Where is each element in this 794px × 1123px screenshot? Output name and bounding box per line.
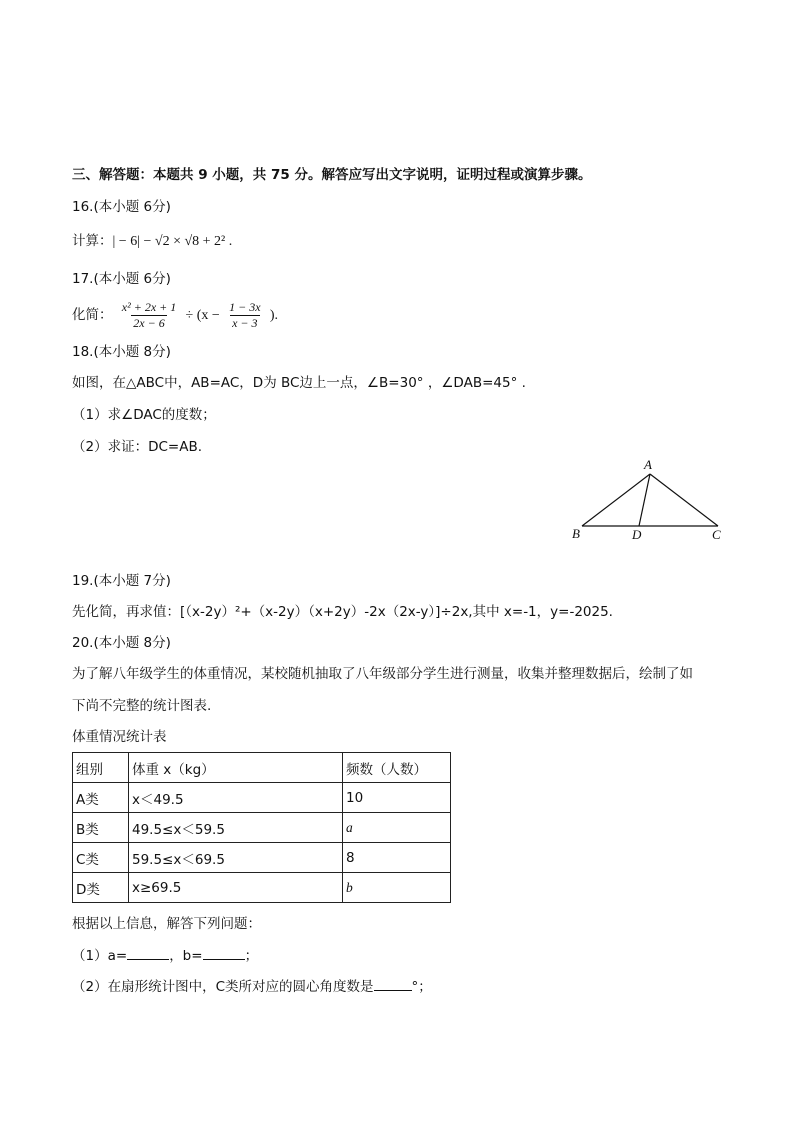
table-row	[73, 873, 451, 903]
point-d-label: D	[632, 527, 642, 542]
point-c-label: C	[712, 527, 721, 542]
question-16-prefix: 计算：	[72, 233, 113, 249]
weight-stats-table	[72, 752, 451, 903]
table-header-cell: 频数（人数）	[343, 753, 451, 783]
question-19-header: 19.(本小题 7分)	[72, 573, 171, 589]
question-20-intro-line-2: 下尚不完整的统计图表.	[72, 698, 212, 714]
question-19-text: 先化简，再求值：[（x-2y）²+（x-2y）（x+2y）-2x（2x-y）]÷2x,其中 x=-1，y=-2025.	[72, 604, 613, 620]
table-cell: A类	[73, 783, 129, 813]
table-cell: 59.5≤x＜69.5	[129, 843, 343, 873]
table-row	[73, 813, 451, 843]
question-17-prefix: 化简：	[72, 307, 113, 323]
table-row	[73, 843, 451, 873]
table-cell: C类	[73, 843, 129, 873]
question-18-part-1: （1）求∠DAC的度数；	[72, 407, 216, 423]
question-17-body	[72, 297, 278, 334]
question-18-header: 18.(本小题 8分)	[72, 344, 171, 360]
question-18-part-2: （2）求证：DC=AB.	[72, 439, 203, 455]
question-20-part-2	[72, 976, 432, 997]
question-17-header: 17.(本小题 6分)	[72, 271, 171, 287]
point-b-label: B	[572, 526, 580, 541]
question-17-fraction-1-denominator: 2x − 6	[133, 315, 165, 330]
question-16-body	[72, 231, 232, 252]
question-20-header: 20.(本小题 8分)	[72, 635, 171, 651]
part-2-end: °；	[411, 979, 432, 995]
answer-blank-b[interactable]	[203, 945, 245, 960]
table-header-cell: 组别	[73, 753, 129, 783]
table-title: 体重情况统计表	[72, 729, 167, 745]
section-heading: 三、解答题：本题共 9 小题，共 75 分。解答应写出文字说明，证明过程或演算步骤。	[72, 167, 592, 183]
question-17-fraction-1	[120, 300, 178, 331]
segment-ac	[650, 474, 718, 526]
question-18-stem: 如图，在△ABC中，AB=AC，D为 BC边上一点，∠B=30° ，∠DAB=45° .	[72, 375, 526, 391]
question-17-operator: ÷ (x −	[185, 308, 220, 323]
question-17-fraction-1-numerator: x² + 2x + 1	[121, 299, 177, 314]
table-cell: 49.5≤x＜59.5	[129, 813, 343, 843]
part-1-label-a: （1）a=	[72, 948, 128, 964]
question-17-fraction-2-numerator: 1 − 3x	[229, 299, 261, 314]
table-cell: 8	[343, 843, 451, 873]
table-cell: a	[343, 813, 451, 843]
table-cell: x＜49.5	[129, 783, 343, 813]
table-header-cell: 体重 x（kg）	[129, 753, 343, 783]
question-17-end: ).	[269, 308, 278, 323]
part-2-label: （2）在扇形统计图中，C类所对应的圆心角度数是	[72, 979, 374, 995]
part-1-label-b: ，b=	[169, 948, 203, 964]
table-cell: D类	[73, 873, 129, 903]
question-16-expression: | − 6| − √2 × √8 + 2² .	[112, 234, 233, 249]
table-cell: 10	[343, 783, 451, 813]
table-row	[73, 783, 451, 813]
table-header-row	[73, 753, 451, 783]
point-a-label: A	[644, 457, 652, 472]
question-17-fraction-2-denominator: x − 3	[232, 315, 258, 330]
answer-blank-angle[interactable]	[374, 976, 412, 991]
segment-ab	[582, 474, 650, 526]
question-20-after-table: 根据以上信息，解答下列问题：	[72, 916, 261, 932]
question-20-part-1	[72, 945, 258, 966]
part-1-end: ；	[244, 948, 259, 964]
table-cell: x≥69.5	[129, 873, 343, 903]
question-16-header: 16.(本小题 6分)	[72, 199, 171, 215]
table-cell: B类	[73, 813, 129, 843]
triangle-figure	[562, 452, 732, 547]
table-cell: b	[343, 873, 451, 903]
question-20-intro-line-1: 为了解八年级学生的体重情况，某校随机抽取了八年级部分学生进行测量，收集并整理数据后，绘制了如	[72, 666, 693, 682]
answer-blank-a[interactable]	[127, 945, 169, 960]
question-17-fraction-2	[227, 300, 262, 331]
